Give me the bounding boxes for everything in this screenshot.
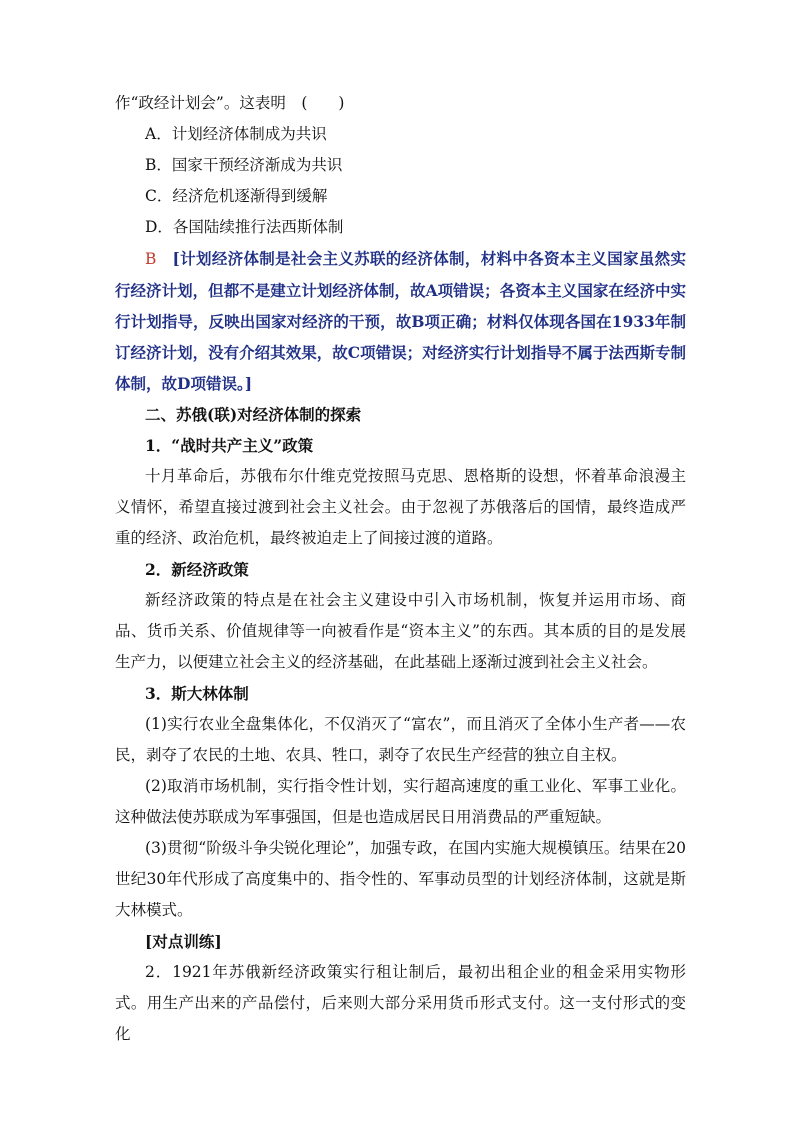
sub3-point-2: (2)取消市场机制，实行指令性计划，实行超高速度的重工业化、军事工业化。这种做法使苏联成为军事强国，但是也造成居民日用消费品的严重短缺。: [115, 777, 686, 826]
answer-explanation-text: [计划经济体制是社会主义苏联的经济体制，材料中各资本主义国家虽然实行经济计划，但都不是建立计划经济体制，故A项错误；各资本主义国家在经济中实行计划指导，反映出国家对经济的干预，故B项正确；材料仅体现各国在1933年制订经济计划，没有介绍其效果，故C项错误；对经济实行计划指导不属于法西斯专制体制，故D项错误。]: [115, 249, 686, 393]
section2-title: 二、苏俄(联)对经济体制的探索: [145, 405, 362, 424]
sub3-title: 3．斯大林体制: [145, 684, 249, 703]
sub2-title: 2．新经济政策: [145, 560, 249, 579]
sub3-point-3: (3)贯彻“阶级斗争尖锐化理论”，加强专政，在国内实施大规模镇压。结果在20世纪30年代形成了高度集中的、指令性的、军事动员型的计划经济体制，这就是斯大林模式。: [115, 839, 686, 919]
sub1-text: 十月革命后，苏俄布尔什维克党按照马克思、恩格斯的设想，怀着革命浪漫主义情怀，希望直接过渡到社会主义社会。由于忽视了苏俄落后的国情，最终造成严重的经济、政治危机，最终被迫走上了间接过渡的道路。: [115, 467, 686, 547]
practice-label: [对点训练]: [145, 932, 222, 951]
option-b: B．国家干预经济渐成为共识: [145, 156, 343, 174]
sub3-point-1: (1)实行农业全盘集体化，不仅消灭了“富农”，而且消灭了全体小生产者——农民，剥夺了农民的土地、农具、牲口，剥夺了农民生产经营的独立自主权。: [115, 715, 686, 764]
option-a: A．计划经济体制成为共识: [145, 125, 327, 143]
sub2-text: 新经济政策的特点是在社会主义建设中引入市场机制，恢复并运用市场、商品、货币关系、价值规律等一向被看作是“资本主义”的东西。其本质的目的是发展生产力，以便建立社会主义的经济基础，在此基础上逐渐过渡到社会主义社会。: [115, 591, 686, 671]
option-d: D．各国陆续推行法西斯体制: [145, 218, 344, 236]
option-c: C．经济危机逐渐得到缓解: [145, 187, 328, 205]
answer-explanation: [115, 243, 686, 399]
answer-letter: B: [145, 250, 157, 268]
question2-text: 2．1921年苏俄新经济政策实行租让制后，最初出租企业的租金采用实物形式。用生产出来的产品偿付，后来则大部分采用货币形式支付。这一支付形式的变化: [115, 963, 686, 1043]
question1-stem-tail: 作“政经计划会”。这表明 ( ): [115, 94, 345, 112]
sub1-title: 1．“战时共产主义”政策: [145, 436, 314, 455]
